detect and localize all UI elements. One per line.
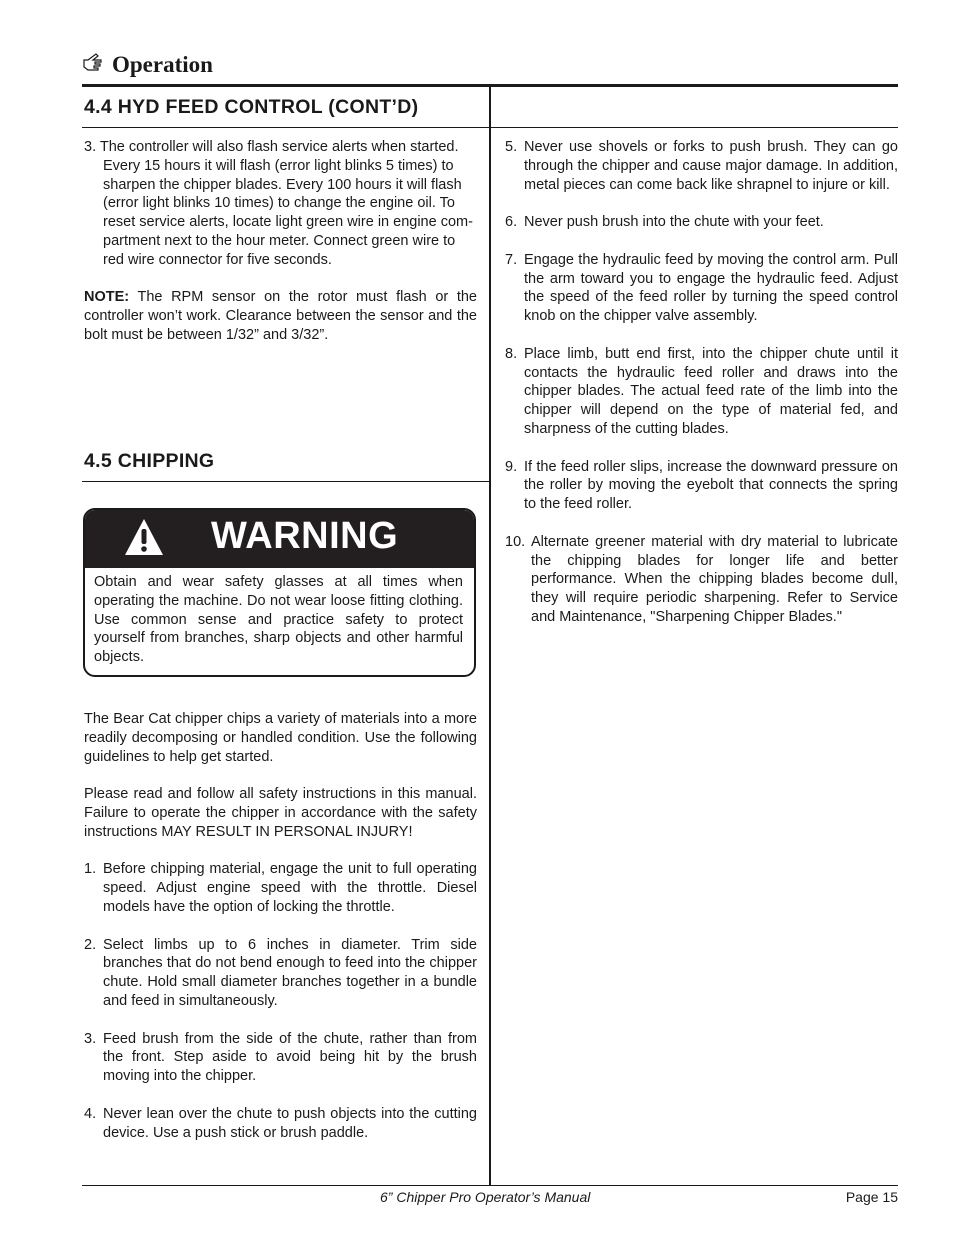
item-number: 8. [505, 345, 518, 362]
item-number: 5. [505, 139, 518, 155]
item-number: 3. [84, 1030, 97, 1047]
list-item [84, 1030, 477, 1086]
item-text: If the feed roller slips, increase the downward pressure on the roller by moving the eyebolt that connects the spring to the feed roller. [524, 458, 898, 513]
section-rule-4-4 [82, 127, 489, 128]
item-text: Never use shovels or forks to push brush. They can go through the chipper and cause major damage. In addition, metal pieces can come back like shrapnel to injure or kill. [524, 139, 898, 193]
list-item [505, 533, 898, 627]
list-item [505, 345, 898, 439]
item-text: Engage the hydraulic feed by moving the control arm. Pull the arm toward you to engage the hydraulic feed. Adjust the speed of the feed roller by turning the speed control knob on the chipper valve assembly. [524, 251, 898, 325]
section-heading-4-4: 4.4 HYD FEED CONTROL (CONT’D) [84, 96, 419, 118]
item-text: Select limbs up to 6 inches in diameter. Trim side branches that do not bend enough to feed into the chipper chute. Hold small diameter branches together in a bundle and feed in simultaneously. [103, 936, 477, 1009]
item-text: Alternate greener material with dry material to lubricate the chipping blades for longer life and better performance. When the chipping blades become dull, they will require periodic sharpening. Refer to Service and Maintenance, "Sharpening Chipper Blades." [531, 533, 898, 625]
warning-box [83, 508, 476, 677]
hand-pointing-icon [82, 52, 104, 78]
section-rule-4-5 [82, 481, 489, 482]
section-rule-right [491, 127, 898, 128]
list-item [84, 1105, 477, 1143]
item-number: 7. [505, 251, 518, 268]
list-item [505, 138, 898, 194]
warning-triangle-icon [123, 517, 165, 557]
item-number: 1. [84, 861, 97, 878]
list-item [505, 251, 898, 326]
warning-label: WARNING [211, 515, 399, 557]
right-column-body [505, 138, 898, 646]
section-header [82, 52, 213, 78]
item-number: 4. [84, 1105, 97, 1122]
section-heading-4-5: 4.5 CHIPPING [84, 450, 215, 472]
item-number: 10. [505, 533, 526, 550]
footer-page-number: Page 15 [845, 1189, 898, 1205]
list-item [84, 936, 477, 1011]
note-label: NOTE: [84, 289, 130, 305]
footer-rule [82, 1185, 898, 1186]
warning-text: Obtain and wear safety glasses at all times when operating the machine. Do not wear loose fitting clothing. Use common sense and practice safety to protect yourself from branches, sharp objects and other harmful objects. [94, 574, 463, 666]
note-paragraph [84, 288, 477, 344]
list-item [505, 458, 898, 514]
note-text: The RPM sensor on the rotor must flash or the controller won’t work. Clearance between the sensor and the bolt must be between 1/32” and 3/32”. [84, 289, 477, 343]
item-3-hyd: 3. The controller will also flash service alerts when started. Every 15 hours it will flash (error light blinks 5 times) to sharpen the chipper blades. Every 100 hours it will flash (error light blinks 10 times) to change the engine oil. To reset service alerts, locate light green wire in engine com- partment next to the hour meter. Connect green wire to red wire connector for five seconds. [84, 139, 473, 268]
item-text: Feed brush from the side of the chute, rather than from the front. Step aside to avoid being hit by the brush moving into the chipper. [103, 1030, 477, 1085]
column-divider [489, 87, 491, 1185]
item-text: Before chipping material, engage the unit to full operating speed. Adjust engine speed with the throttle. Diesel models have the option of locking the throttle. [103, 861, 477, 915]
item-number: 2. [84, 936, 97, 953]
item-number: 6. [505, 214, 518, 231]
warning-bar [85, 510, 474, 568]
safety-paragraph: Please read and follow all safety instructions in this manual. Failure to operate the chipper in accordance with the safety instructions MAY RESULT IN PERSONAL INJURY! [84, 786, 477, 840]
item-text: Place limb, butt end first, into the chipper chute until it contacts the hydraulic feed roller and draws into the chipper blades. The actual feed rate of the limb into the chipper will depend on the type of material fed, and sharpness of the cutting blades. [524, 345, 898, 437]
item-number: 3. [84, 139, 97, 155]
header-title: Operation [112, 52, 213, 77]
list-item [84, 860, 477, 916]
item-number: 9. [505, 458, 518, 475]
list-item [505, 213, 898, 232]
item-text: Never push brush into the chute with your feet. [524, 214, 824, 231]
intro-paragraph: The Bear Cat chipper chips a variety of materials into a more readily decomposing or handled condition. Use the following guidelines to help get started. [84, 711, 477, 765]
left-column-body [84, 710, 477, 1161]
item-text: Never lean over the chute to push objects into the cutting device. Use a push stick or brush paddle. [103, 1105, 477, 1141]
footer-manual-title: 6” Chipper Pro Operator’s Manual [380, 1189, 591, 1205]
